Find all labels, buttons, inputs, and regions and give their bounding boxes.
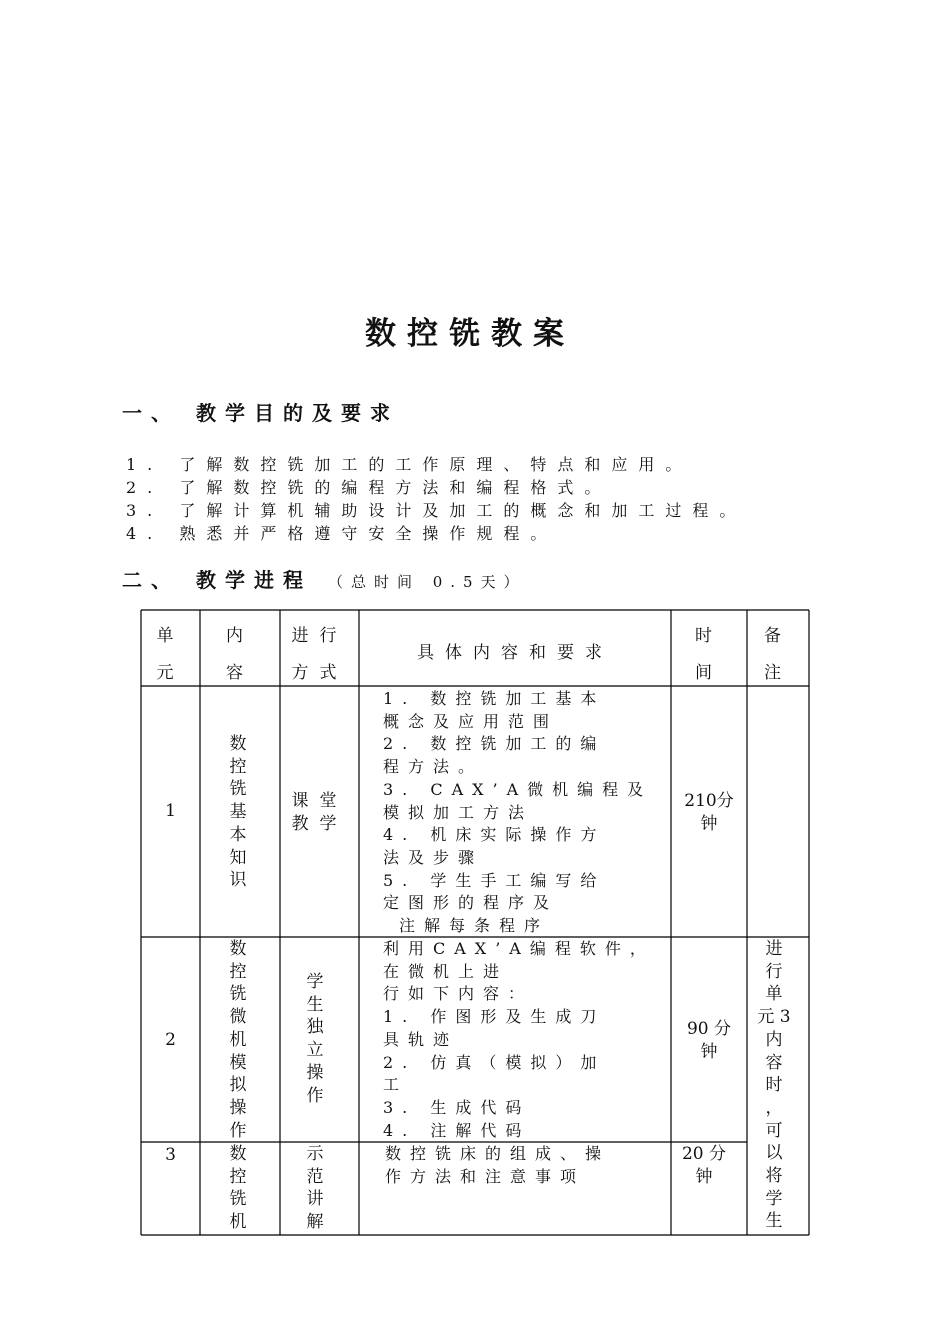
detail-line: 2. 仿真（模拟）加 (383, 1052, 606, 1072)
header-remark-line: 注 (764, 663, 792, 683)
header-time-line: 时 (695, 626, 723, 646)
detail-line: 2. 数控铣加工的编 (383, 734, 606, 754)
char: 进 (765, 939, 783, 959)
header-time-line: 间 (695, 663, 723, 683)
header-remark-line: 备 (764, 626, 792, 646)
row-3-method (303, 1143, 327, 1234)
detail-line: 作方法和注意事项 (385, 1166, 586, 1186)
char: 拟 (229, 1075, 247, 1096)
char: 行 (765, 961, 783, 982)
char: 控 (229, 961, 247, 982)
row-3-time (671, 1143, 737, 1189)
char: 将 (765, 1166, 783, 1187)
char: 内 (765, 1029, 783, 1050)
header-time (671, 621, 747, 683)
char: 控 (229, 1166, 247, 1187)
detail-line: 3. 生成代码 (383, 1097, 531, 1117)
header-method-line: 方式 (291, 663, 348, 683)
total-time-note: （总时间 0.5天） (327, 573, 527, 591)
char: 单 (765, 984, 783, 1005)
row-2-unit: 2 (165, 1030, 176, 1050)
char: 元 3 (757, 1007, 791, 1028)
header-content-line: 内 (226, 626, 254, 646)
char: 铣 (229, 984, 247, 1005)
objective-item: 3. 了解计算机辅助设计及加工的概念和加工过程。 (126, 501, 747, 520)
method-line: 课堂 (291, 791, 348, 811)
detail-line: 具轨迹 (383, 1029, 459, 1049)
char: 识 (229, 870, 247, 891)
char: 示 (306, 1144, 324, 1164)
time-line: 钟 (700, 1042, 718, 1062)
header-unit (141, 621, 200, 683)
char: 作 (306, 1085, 324, 1106)
char: 讲 (306, 1189, 324, 1210)
row-1-content (226, 733, 250, 892)
header-remark (747, 621, 809, 683)
section-1-heading: 一、 教学目的及要求 (122, 401, 399, 425)
char: 操 (229, 1097, 247, 1118)
char: 学 (306, 972, 324, 992)
detail-line: 概念及应用范围 (383, 711, 559, 731)
row-2-content (226, 938, 250, 1142)
row-1-method (280, 790, 359, 835)
char: 解 (306, 1212, 324, 1233)
row-1-unit: 1 (165, 801, 176, 821)
time-line: 钟 (695, 1167, 713, 1187)
row-1-time (671, 790, 747, 836)
detail-line: 程方法。 (383, 757, 484, 777)
section-2-title: 二、 教学进程 (122, 568, 312, 592)
time-line: 210分 (684, 791, 734, 811)
detail-line: 行如下内容： (383, 984, 534, 1004)
char: 可 (765, 1120, 783, 1141)
char: 机 (229, 1212, 247, 1233)
detail-line: 在微机上进 (383, 961, 509, 981)
char: 范 (306, 1166, 324, 1187)
char: 数 (229, 734, 247, 754)
char: 作 (229, 1120, 247, 1141)
char: 基 (229, 802, 247, 823)
detail-line: 3. CAX’A微机编程及 (383, 779, 653, 799)
char: 数 (229, 1144, 247, 1164)
objective-item: 2. 了解数控铣的编程方法和编程格式。 (126, 478, 612, 497)
document-title: 数控铣教案 (365, 316, 575, 352)
char: 生 (765, 1211, 783, 1232)
char: 容 (765, 1052, 783, 1073)
detail-line: 5. 学生手工编写给 (383, 870, 606, 890)
char: 数 (229, 939, 247, 959)
header-content-line: 容 (226, 663, 254, 683)
detail-line: 4. 机床实际操作方 (383, 825, 606, 845)
detail-line: 工 (383, 1075, 409, 1095)
header-content (200, 621, 280, 683)
row-3-content (226, 1143, 250, 1234)
detail-line: 法及步骤 (383, 847, 484, 867)
row-2-method (303, 971, 327, 1107)
detail-line: 1. 数控铣加工基本 (383, 689, 606, 708)
row-2-detail (383, 938, 655, 1142)
char: 铣 (229, 1189, 247, 1210)
char: 操 (306, 1062, 324, 1083)
detail-line: 利用CAX’A编程软件， (383, 939, 655, 958)
row-1-detail (383, 688, 655, 938)
time-line: 90 分 (686, 1019, 732, 1039)
row-2-time (671, 1018, 747, 1064)
header-method-line: 进行 (291, 626, 348, 646)
char: 立 (306, 1040, 324, 1061)
time-line: 20 分 (681, 1144, 727, 1164)
time-line: 钟 (700, 814, 718, 834)
detail-line: 注解每条程序 (399, 916, 550, 936)
detail-line: 定图形的程序及 (383, 893, 559, 913)
row-3-unit: 3 (165, 1145, 176, 1165)
detail-line: 4. 注解代码 (383, 1120, 531, 1140)
char: 以 (765, 1143, 783, 1164)
row-3-detail (385, 1143, 657, 1188)
detail-line: 数控铣床的组成、操 (385, 1144, 611, 1163)
header-unit-line: 单 (156, 626, 185, 646)
char: 铣 (229, 779, 247, 800)
char: 学 (765, 1188, 783, 1209)
char: 控 (229, 756, 247, 777)
char: 知 (229, 847, 247, 868)
char: 独 (306, 1017, 324, 1038)
char: 本 (229, 824, 247, 845)
header-unit-line: 元 (156, 663, 185, 683)
header-detail: 具体内容和要求 (417, 643, 613, 663)
header-method (280, 621, 359, 683)
char: 微 (229, 1007, 247, 1028)
char: 模 (229, 1052, 247, 1073)
detail-line: 1. 作图形及生成刀 (383, 1007, 606, 1027)
objective-item: 1. 了解数控铣加工的工作原理、特点和应用。 (126, 455, 693, 474)
char: 机 (229, 1029, 247, 1050)
detail-line: 模拟加工方法 (383, 802, 534, 822)
char: 时 (765, 1075, 783, 1096)
char: 生 (306, 994, 324, 1015)
method-line: 教学 (291, 813, 348, 834)
char: ， (765, 1097, 783, 1118)
row-2-remark (752, 938, 796, 1233)
objective-item: 4. 熟悉并严格遵守安全操作规程。 (126, 524, 558, 543)
